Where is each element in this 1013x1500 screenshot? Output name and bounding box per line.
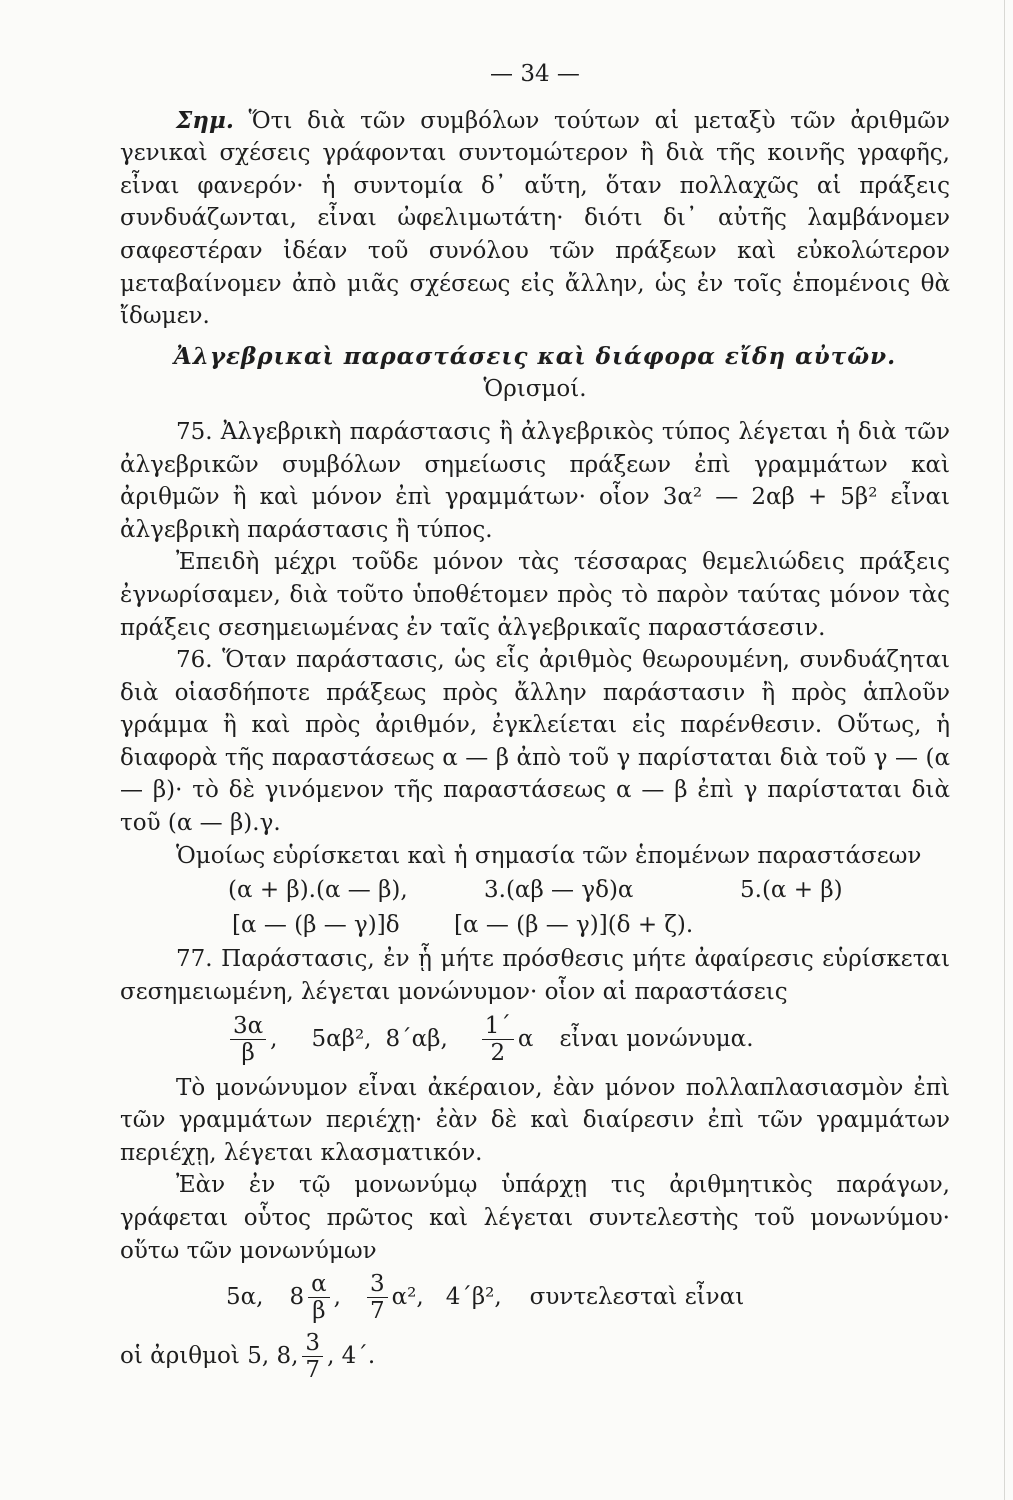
coefficient-examples: [120, 1271, 950, 1324]
fraction-denominator: β: [312, 1298, 326, 1325]
note-text: Ὅτι διὰ τῶν συμβόλων τούτων αἱ μεταξὺ τῶν ἀριθμῶν γενικαὶ σχέσεις γράφονται συντομώτερον ἢ διὰ τῆς κοινῆς γραφῆς, εἶναι φανερόν· ἡ συντομία δ᾽ αὕτη, ὅταν πολλαχῶς αἱ πράξεις συνδυάζωνται, εἶναι ὠφελιμωτάτη· διότι δι᾽ αὐτῆς λαμβάνομεν σαφεστέραν ἰδέαν τοῦ συνόλου τῶν πράξεων καὶ εὐκολώτερον μεταβαίνομεν ἀπὸ μιᾶς σχέσεως εἰς ἄλλην, ὡς ἐν τοῖς ἑπομένοις θὰ ἴδωμεν.: [120, 107, 951, 330]
term-8-prefix: 8: [289, 1284, 305, 1311]
monomial-8ab: 8΄αβ,: [385, 1025, 448, 1052]
formula-row-1: [120, 874, 950, 907]
term-4b2: 4΄β²,: [445, 1284, 502, 1311]
subheading-definitions: Ὁρισμοί.: [483, 376, 587, 403]
fraction-3-over-7: [367, 1271, 388, 1324]
term-comma: ,: [333, 1284, 341, 1311]
page-number: — 34 —: [490, 61, 580, 87]
fraction-numerator: 3: [367, 1271, 388, 1298]
formula-2: 3.(αβ — γδ)α: [484, 877, 634, 904]
paragraph-77-coefficient: Ἐὰν ἐν τῷ μονωνύμῳ ὑπάρχῃ τις ἀριθμητικὸς παράγων, γράφεται οὗτος πρῶτος καὶ λέγεται συντελεστὴς τοῦ μονωνύμου· οὕτω τῶν μονωνύμων: [120, 1172, 950, 1264]
monomial-5ab2: 5αβ²,: [311, 1025, 372, 1052]
fraction-denominator: 2: [490, 1039, 506, 1066]
document-page: [120, 58, 950, 1389]
monomial-alpha: α: [517, 1025, 534, 1052]
fraction-comma: ,: [270, 1025, 278, 1052]
formula-1: (α + β).(α — β),: [228, 877, 408, 904]
term-a2: α²,: [391, 1284, 424, 1311]
monomial-examples: [120, 1013, 950, 1066]
paragraph-75-continued: Ἐπειδὴ μέχρι τοῦδε μόνον τὰς τέσσαρας θεμελιώδεις πράξεις ἐγνωρίσαμεν, διὰ τοῦτο ὑποθέτομεν πρὸς τὸ παρὸν ταύτας μόνον τὰς πράξεις σεσημειωμένας ἐν ταῖς ἀλγεβρικαῖς παραστάσεσιν.: [120, 549, 950, 641]
page-edge: [1004, 0, 1005, 1500]
coefficient-result-prefix: οἱ ἀριθμοὶ 5, 8,: [120, 1343, 299, 1370]
paragraph-77: 77. Παράστασις, ἐν ᾗ μήτε πρόσθεσις μήτε ἀφαίρεσις εὑρίσκεται σεσημειωμένη, λέγεται μονώνυμον· οἷον αἱ παραστάσεις: [120, 946, 950, 1006]
coefficient-tail: συντελεσταὶ εἶναι: [529, 1284, 745, 1311]
formula-3: 5.(α + β): [740, 877, 843, 904]
coefficient-result: [120, 1330, 950, 1383]
note-paragraph: [120, 105, 950, 333]
note-label: Σημ.: [176, 106, 234, 134]
fraction-numerator: 1΄: [482, 1013, 514, 1040]
fraction-numerator: 3: [302, 1330, 323, 1357]
formula-4: [α — (β — γ)]δ: [232, 911, 400, 938]
section-heading: Ἀλγεβρικαὶ παραστάσεις καὶ διάφορα εἴδη αὐτῶν.: [173, 342, 897, 370]
fraction-3a-over-b: [230, 1013, 266, 1066]
paragraph-76: 76. Ὅταν παράστασις, ὡς εἷς ἀριθμὸς θεωρουμένη, συνδυάζηται διὰ οἱασδήποτε πράξεως πρὸς ἄλλην παράστασιν ἢ πρὸς ἁπλοῦν γράμμα ἢ καὶ πρὸς ἀριθμόν, ἐγκλείεται εἰς παρένθεσιν. Οὕτως, ἡ διαφορὰ τῆς παραστάσεως α — β ἀπὸ τοῦ γ παρίσταται διὰ τοῦ γ — (α — β)· τὸ δὲ γινόμενον τῆς παραστάσεως α — β ἐπὶ γ παρίσταται διὰ τοῦ (α — β).γ.: [120, 647, 950, 837]
formula-row-2: [120, 909, 950, 942]
fraction-denominator: 7: [369, 1298, 385, 1325]
fraction-numerator: α: [308, 1271, 330, 1298]
fraction-denominator: β: [241, 1039, 255, 1066]
monomials-tail: εἶναι μονώνυμα.: [559, 1025, 754, 1052]
fraction-1-over-2: [482, 1013, 514, 1066]
fraction-denominator: 7: [305, 1357, 321, 1384]
paragraph-77-integer: Τὸ μονώνυμον εἶναι ἀκέραιον, ἐὰν μόνον πολλαπλασιασμὸν ἐπὶ τῶν γραμμάτων περιέχῃ· ἐὰν δὲ καὶ διαίρεσιν ἐπὶ τῶν γραμμάτων περιέχῃ, λέγεται κλασματικόν.: [120, 1074, 950, 1166]
fraction-a-over-b: [308, 1271, 330, 1324]
paragraph-75: 75. Ἀλγεβρικὴ παράστασις ἢ ἀλγεβρικὸς τύπος λέγεται ἡ διὰ τῶν ἀλγεβρικῶν συμβόλων σημείωσις πράξεων ἐπὶ γραμμάτων καὶ ἀριθμῶν ἢ καὶ μόνον ἐπὶ γραμμάτων· οἷον 3α² — 2αβ + 5β² εἶναι ἀλγεβρικὴ παράστασις ἢ τύπος.: [120, 418, 950, 543]
coefficient-result-suffix: , 4΄.: [327, 1343, 376, 1370]
paragraph-76-continued: Ὁμοίως εὑρίσκεται καὶ ἡ σημασία τῶν ἑπομένων παραστάσεων: [176, 842, 922, 869]
term-5a: 5α,: [226, 1284, 264, 1311]
fraction-3-over-7-result: [302, 1330, 323, 1383]
formula-5: [α — (β — γ)](δ + ζ).: [454, 911, 694, 938]
fraction-numerator: 3α: [230, 1013, 266, 1040]
